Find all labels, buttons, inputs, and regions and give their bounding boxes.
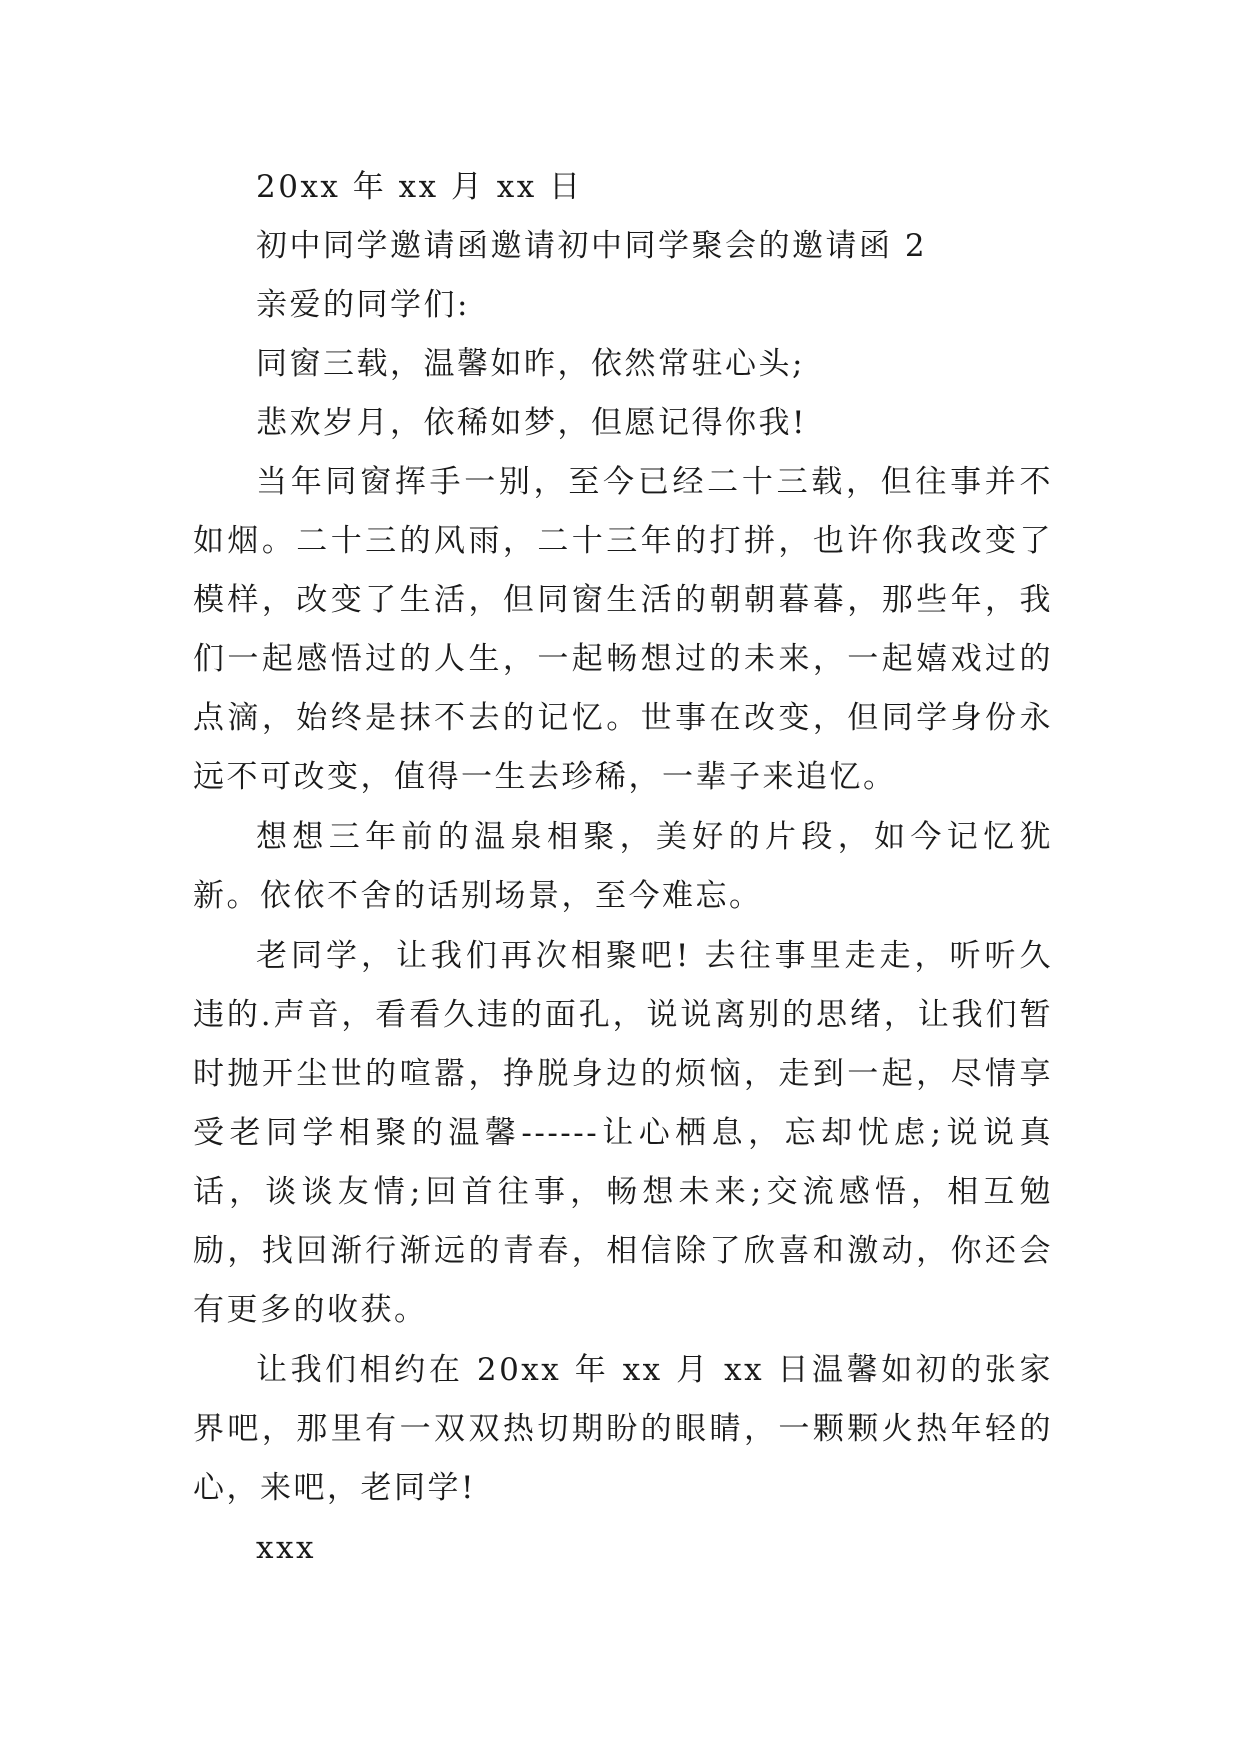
- verse-line-1: 同窗三载，温馨如昨，依然常驻心头;: [256, 346, 805, 382]
- document-body: [193, 158, 1053, 1578]
- document-date: 20xx 年 xx 月 xx 日: [256, 169, 583, 205]
- salutation: 亲爱的同学们:: [256, 287, 470, 323]
- body-paragraph-1: 当年同窗挥手一别，至今已经二十三载，但往事并不如烟。二十三的风雨，二十三年的打拼，也许你我改变了模样，改变了生活，但同窗生活的朝朝暮暮，那些年，我们一起感悟过的人生，一起畅想过的未来，一起嬉戏过的点滴，始终是抹不去的记忆。世事在改变，但同学身份永远不可改变，值得一生去珍稀，一辈子来追忆。: [193, 464, 1053, 795]
- body-paragraph-2: 想想三年前的温泉相聚，美好的片段，如今记忆犹新。依依不舍的话别场景，至今难忘。: [193, 819, 1053, 914]
- body-paragraph-4: 让我们相约在 20xx 年 xx 月 xx 日温馨如初的张家界吧，那里有一双双热切期盼的眼睛，一颗颗火热年轻的心，来吧，老同学!: [193, 1352, 1053, 1506]
- body-paragraph-3: 老同学，让我们再次相聚吧! 去往事里走走，听听久违的.声音，看看久违的面孔，说说离别的思绪，让我们暂时抛开尘世的喧嚣，挣脱身边的烦恼，走到一起，尽情享受老同学相聚的温馨------让心栖息，忘却忧虑;说说真话，谈谈友情;回首往事，畅想未来;交流感悟，相互勉励，找回渐行渐远的青春，相信除了欣喜和激动，你还会有更多的收获。: [193, 938, 1053, 1328]
- document-title: 初中同学邀请函邀请初中同学聚会的邀请函 2: [256, 228, 928, 264]
- verse-line-2: 悲欢岁月，依稀如梦，但愿记得你我!: [256, 405, 807, 441]
- signature: xxx: [256, 1530, 316, 1566]
